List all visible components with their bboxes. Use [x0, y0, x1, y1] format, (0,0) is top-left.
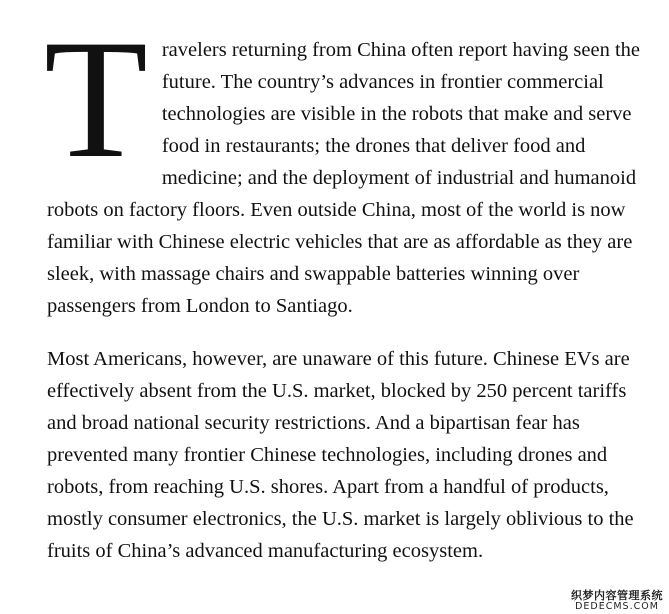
paragraph-1: [44, 5, 647, 322]
drop-cap: T: [44, 5, 148, 193]
watermark-line-1: 织梦内容管理系统: [571, 589, 663, 603]
paragraph-2-text: Most Americans, however, are unaware of this future. Chinese EVs are effectively absent from the U.S. market, blocked by 250 percent tariffs and broad national security restrictions. And a bipartisan fear has prevented many frontier Chinese technologies, including drones and robots, from reaching U.S. shores. Apart from a handful of products, mostly consumer electronics, the U.S. market is largely oblivious to the fruits of China’s advanced manufacturing ecosystem.: [47, 348, 634, 562]
paragraph-1-text: ravelers returning from China often report having seen the future. The country’s advances in frontier commercial technologies are visible in the robots that make and serve food in restaurants; the drones that deliver food and medicine; and the deployment of industrial and humanoid robots on factory floors. Even outside China, most of the world is now familiar with Chinese electric vehicles that are as affordable as they are sleek, with massage chairs and swappable batteries winning over passengers from London to Santiago.: [47, 39, 641, 317]
watermark-line-2: DEDECMS.COM: [575, 601, 659, 613]
watermark-logo: [571, 590, 663, 612]
paragraph-2: [47, 343, 647, 567]
article-body: [44, 5, 647, 567]
